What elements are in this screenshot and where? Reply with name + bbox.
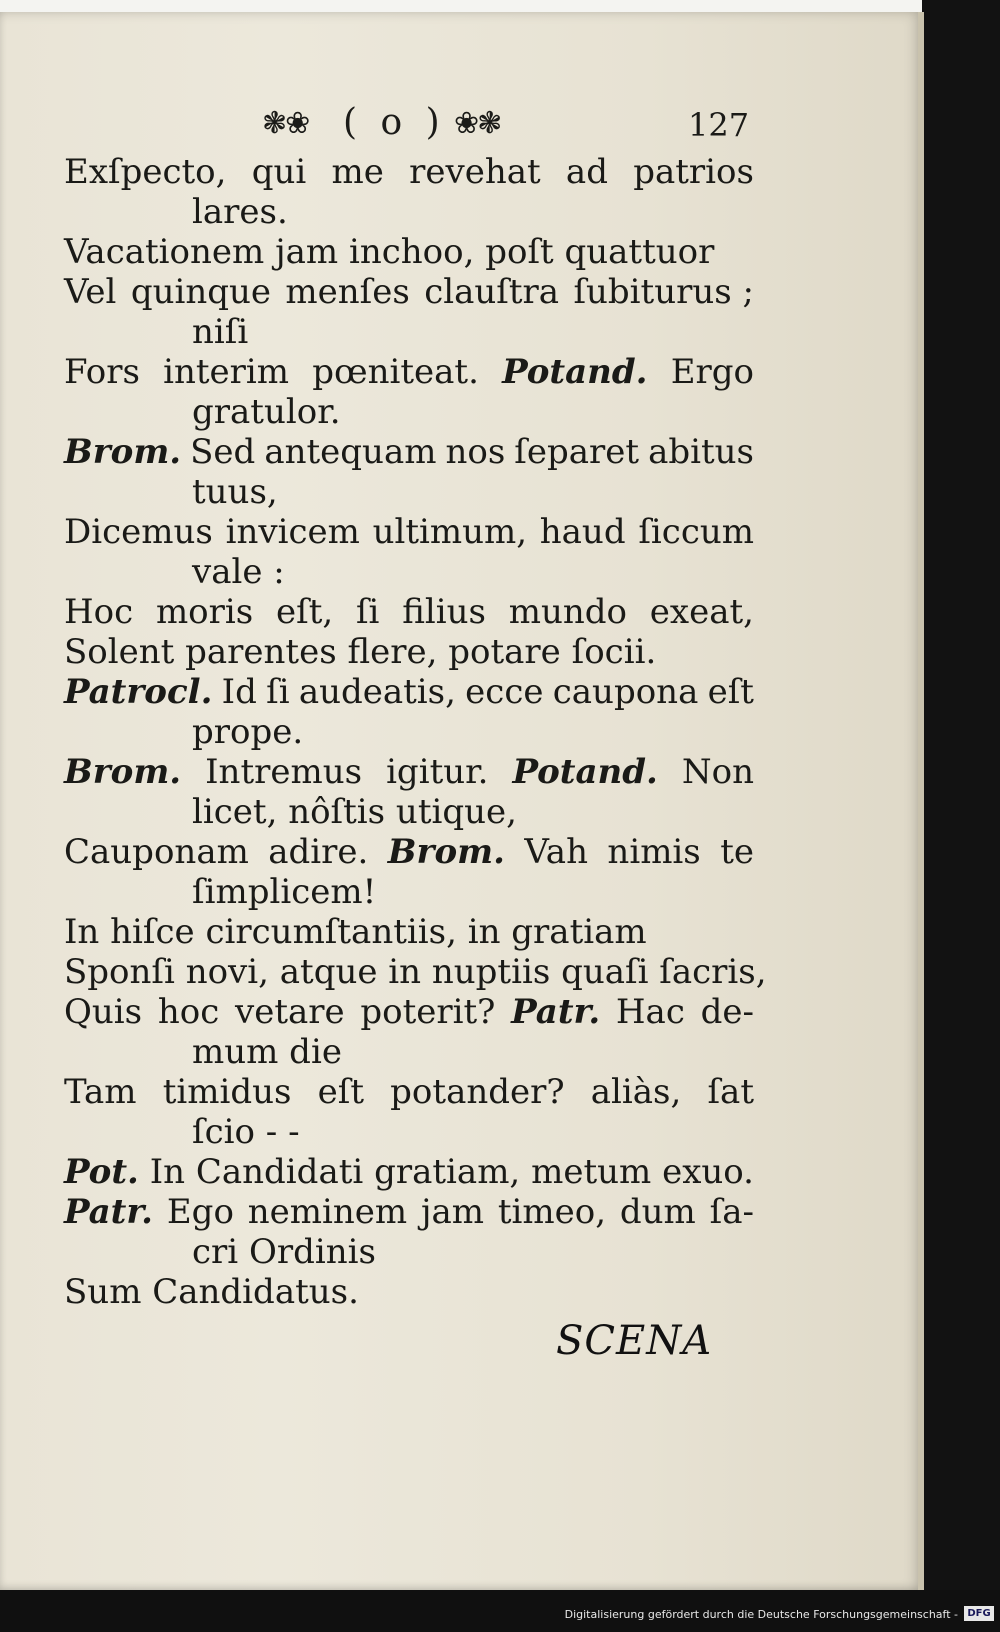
line-word: Quis	[64, 992, 143, 1032]
text-line	[64, 992, 754, 1032]
text-line	[64, 1032, 754, 1072]
text-line	[64, 912, 754, 952]
line-word: ſcio - -	[192, 1112, 300, 1152]
text-line	[64, 352, 754, 392]
line-word: potander?	[390, 1072, 565, 1112]
line-word: eſt,	[276, 592, 334, 632]
line-word: abitus	[648, 432, 754, 472]
line-word: ſiccum	[638, 512, 754, 552]
line-word: quinque	[130, 272, 272, 312]
text-line	[64, 1192, 754, 1232]
text-line	[64, 712, 754, 752]
line-word: timeo,	[497, 1192, 607, 1232]
line-word: audeatis,	[298, 672, 456, 712]
line-word: me	[331, 152, 384, 192]
line-word: ſat	[707, 1072, 754, 1112]
line-word: Dicemus	[64, 512, 213, 552]
speaker-label: Patrocl.	[64, 672, 213, 712]
text-line	[64, 872, 754, 912]
line-word: invicem	[225, 512, 360, 552]
line-word: revehat	[409, 152, 541, 192]
line-word: aliàs,	[590, 1072, 682, 1112]
line-word: licet, nôſtis utique,	[192, 792, 517, 832]
line-word: niſi	[192, 312, 249, 352]
line-word: te	[720, 832, 754, 872]
line-word: qui	[251, 152, 307, 192]
line-word: Solent parentes flere, potare ſocii.	[64, 632, 657, 672]
speaker-label: Brom.	[64, 432, 182, 472]
text-line	[64, 952, 767, 992]
line-word: igitur.	[386, 752, 489, 792]
line-word: ecce	[465, 672, 544, 712]
text-line	[64, 272, 754, 312]
text-line	[64, 232, 754, 272]
line-word: ſi	[266, 672, 290, 712]
text-line	[64, 472, 754, 512]
text-line	[64, 392, 754, 432]
line-word: ſubiturus ;	[573, 272, 754, 312]
ornament-left-icon: ❃❀	[262, 106, 309, 141]
dfg-logo: DFG	[964, 1606, 994, 1621]
line-word: Non	[681, 752, 754, 792]
line-word: Ego	[166, 1192, 234, 1232]
text-line	[64, 152, 754, 192]
text-line	[64, 592, 754, 632]
line-word: ſimplicem!	[192, 872, 377, 912]
running-header	[0, 100, 922, 150]
line-word: Exſpecto,	[64, 152, 227, 192]
line-word: Cauponam	[64, 832, 249, 872]
text-line	[64, 1112, 754, 1152]
line-word: haud	[539, 512, 626, 552]
catchword: SCENA	[556, 1318, 713, 1364]
line-word: eſt	[317, 1072, 365, 1112]
line-word: dum	[619, 1192, 696, 1232]
line-word: ſa-	[709, 1192, 754, 1232]
line-word: lares.	[192, 192, 288, 232]
text-line	[64, 552, 754, 592]
line-word: Id	[221, 672, 257, 712]
line-word: menſes	[285, 272, 410, 312]
line-word: poterit?	[360, 992, 496, 1032]
text-line	[64, 192, 754, 232]
line-word: Candidati	[195, 1152, 364, 1192]
line-word: exeat,	[649, 592, 754, 632]
line-word: adire.	[268, 832, 369, 872]
speaker-label: Patr.	[64, 1192, 154, 1232]
line-word: mum die	[192, 1032, 342, 1072]
line-word: jam	[420, 1192, 485, 1232]
text-line	[64, 792, 754, 832]
line-word: Vel	[64, 272, 117, 312]
line-word: In	[149, 1152, 186, 1192]
line-word: interim	[163, 352, 290, 392]
line-word: patrios	[633, 152, 754, 192]
text-line	[64, 312, 754, 352]
page-edge	[918, 12, 924, 1592]
text-line	[64, 1272, 754, 1312]
line-word: Vah	[524, 832, 588, 872]
line-word: Hoc	[64, 592, 134, 632]
line-word: nimis	[607, 832, 701, 872]
line-word: tuus,	[192, 472, 278, 512]
line-word: Fors	[64, 352, 140, 392]
speaker-label: Potand.	[512, 752, 658, 792]
line-word: ad	[565, 152, 608, 192]
line-word: Tam	[64, 1072, 137, 1112]
ornament-right-icon: ❀❃	[454, 106, 501, 141]
line-word: moris	[155, 592, 254, 632]
line-word: ſi	[355, 592, 380, 632]
line-word: pœniteat.	[312, 352, 479, 392]
text-line	[64, 512, 754, 552]
header-signature: ( o )	[343, 102, 446, 143]
scanner-background	[922, 0, 1000, 1632]
line-word: Intremus	[205, 752, 363, 792]
text-line	[64, 832, 754, 872]
line-word: caupona	[552, 672, 699, 712]
line-word: metum	[531, 1152, 652, 1192]
line-word: vale :	[192, 552, 285, 592]
line-word: ultimum,	[372, 512, 528, 552]
line-word: antequam	[264, 432, 437, 472]
text-line	[64, 1072, 754, 1112]
line-word: prope.	[192, 712, 304, 752]
line-word: Hac	[615, 992, 685, 1032]
speaker-label: Brom.	[64, 752, 182, 792]
page-number: 127	[688, 106, 750, 144]
footer-credit: Digitalisierung gefördert durch die Deutsche Forschungsgemeinschaft -	[564, 1608, 958, 1621]
text-line	[64, 1232, 754, 1272]
line-word: vetare	[234, 992, 345, 1032]
text-line	[64, 1152, 754, 1192]
line-word: Sponſi novi, atque in nuptiis quaſi ſacris,	[64, 952, 767, 992]
verse-text	[64, 152, 767, 1312]
line-word: eſt	[707, 672, 754, 712]
speaker-label: Patr.	[511, 992, 601, 1032]
text-line	[64, 432, 754, 472]
line-word: neminem	[247, 1192, 408, 1232]
text-line	[64, 672, 754, 712]
line-word: Ergo	[670, 352, 754, 392]
line-word: de-	[700, 992, 754, 1032]
speaker-label: Potand.	[502, 352, 648, 392]
line-word: Vacationem jam inchoo, poſt quattuor	[64, 232, 715, 272]
speaker-label: Pot.	[64, 1152, 139, 1192]
line-word: nos	[445, 432, 506, 472]
line-word: Sum Candidatus.	[64, 1272, 359, 1312]
line-word: timidus	[162, 1072, 292, 1112]
line-word: cri Ordinis	[192, 1232, 376, 1272]
line-word: gratulor.	[192, 392, 341, 432]
line-word: In hiſce circumſtantiis, in gratiam	[64, 912, 647, 952]
line-word: exuo.	[662, 1152, 754, 1192]
line-word: hoc	[157, 992, 220, 1032]
line-word: filius	[402, 592, 486, 632]
line-word: Sed	[190, 432, 256, 472]
line-word: mundo	[508, 592, 628, 632]
speaker-label: Brom.	[387, 832, 505, 872]
line-word: gratiam,	[374, 1152, 521, 1192]
text-line	[64, 752, 754, 792]
line-word: clauſtra	[424, 272, 560, 312]
text-line	[64, 632, 754, 672]
line-word: ſeparet	[514, 432, 640, 472]
